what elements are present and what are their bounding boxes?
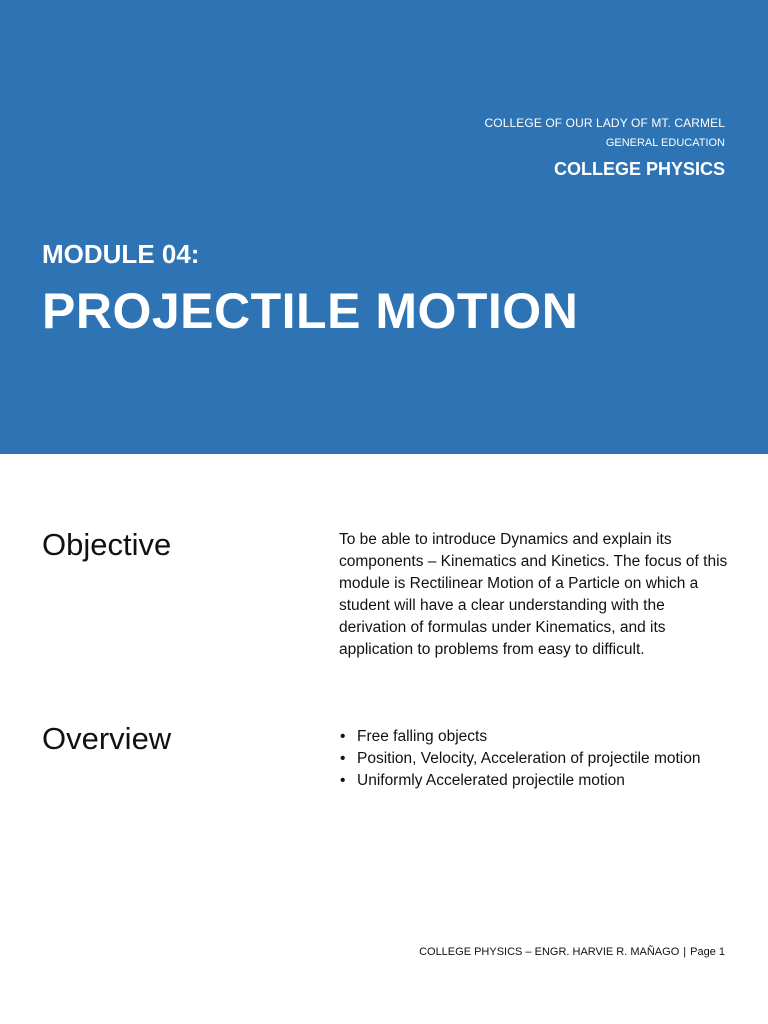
list-item: [339, 726, 729, 748]
overview-item-text: Position, Velocity, Acceleration of projectile motion: [357, 750, 701, 767]
page-number: Page 1: [690, 946, 725, 958]
module-label: MODULE 04:: [42, 239, 200, 269]
department-name: GENERAL EDUCATION: [605, 137, 725, 149]
objective-text: To be able to introduce Dynamics and explain its components – Kinematics and Kinetics. The focus of this module is Rectilinear Motion of a Particle on which a student will have a clear understanding with the derivation of formulas under Kinematics, and its application to problems from easy to difficult.: [339, 531, 728, 658]
overview-item-text: Uniformly Accelerated projectile motion: [357, 772, 625, 789]
institution-block: [485, 116, 725, 180]
institution-name: COLLEGE OF OUR LADY OF MT. CARMEL: [484, 116, 725, 130]
list-item: [339, 748, 729, 770]
bullet-icon: •: [340, 750, 346, 767]
overview-item-text: Free falling objects: [357, 728, 488, 745]
title-banner: [0, 0, 768, 454]
bullet-icon: •: [340, 772, 346, 789]
footer-separator: |: [683, 946, 687, 958]
bullet-icon: •: [340, 728, 346, 745]
module-title: PROJECTILE MOTION: [42, 283, 579, 339]
overview-heading: Overview: [42, 721, 172, 756]
course-name: COLLEGE PHYSICS: [553, 159, 725, 179]
page-footer: [419, 944, 725, 960]
footer-text: COLLEGE PHYSICS – ENGR. HARVIE R. MAÑAGO: [419, 946, 680, 958]
objective-heading: Objective: [42, 527, 172, 562]
overview-list: [339, 726, 729, 792]
list-item: [339, 770, 729, 792]
